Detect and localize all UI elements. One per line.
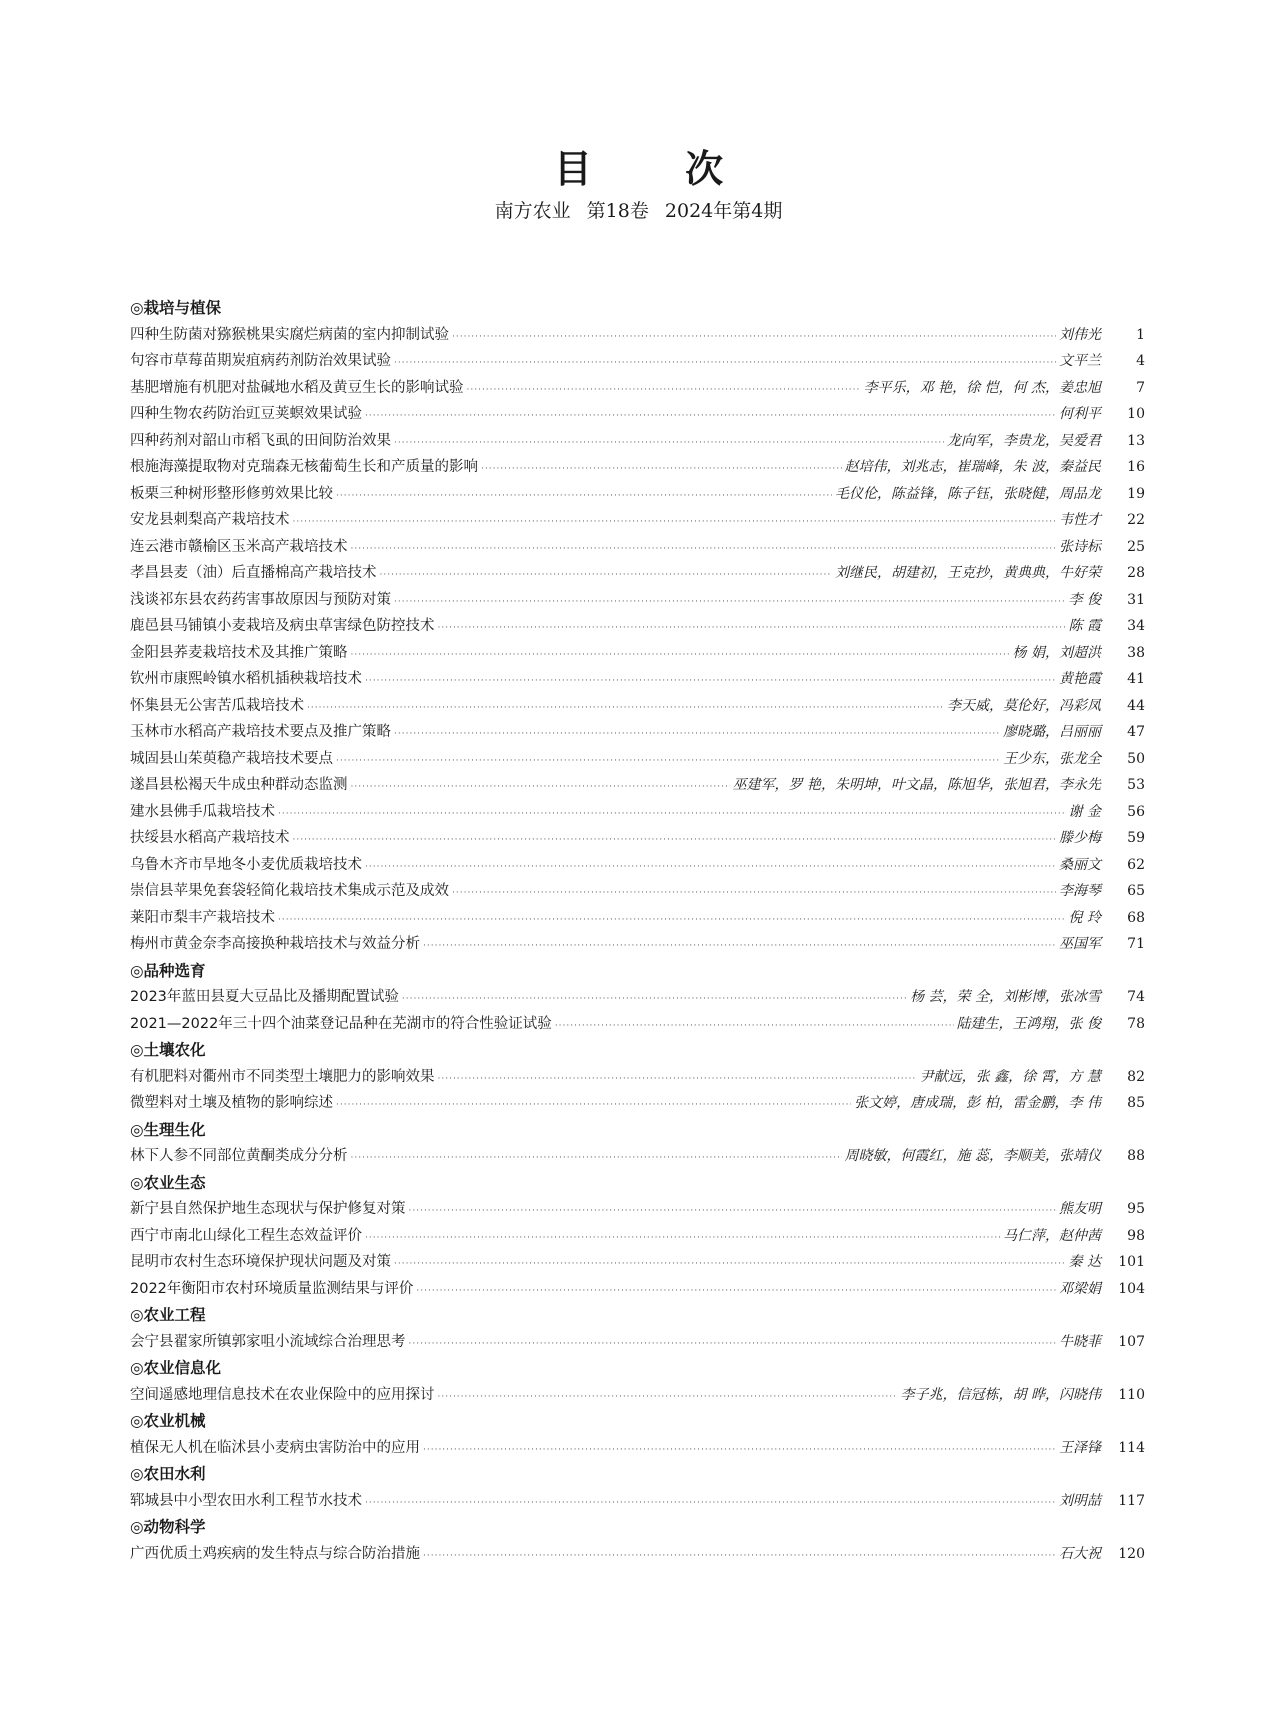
dot-leader: [278, 907, 1066, 934]
article-title: 林下人参不同部位黄酮类成分分析: [130, 1148, 348, 1164]
article-title: 建水县佛手瓜栽培技术: [130, 803, 275, 820]
page-number: 114: [1118, 1439, 1145, 1456]
article-authors: 龙向军，李贵龙，吴爱君: [947, 432, 1101, 449]
dot-leader: [438, 1066, 917, 1093]
dot-leader: [365, 1225, 1000, 1252]
section-heading: ◎品种选育: [130, 961, 206, 980]
dot-leader: [293, 509, 1057, 536]
section-heading: ◎农业工程: [130, 1306, 206, 1324]
page-number: 68: [1127, 909, 1145, 926]
page-number: 16: [1127, 459, 1145, 475]
section-heading: ◎农业机械: [130, 1412, 206, 1430]
toc-entry[interactable]: [130, 1064, 1145, 1091]
toc-entry[interactable]: [130, 984, 1145, 1011]
article-authors: 李平乐，邓 艳，徐 恺，何 杰，姜忠旭: [863, 379, 1101, 396]
article-title: 基肥增施有机肥对盐碱地水稻及黄豆生长的影响试验: [130, 379, 464, 396]
article-title: 浅谈祁东县农药药害事故原因与预防对策: [130, 591, 391, 608]
article-authors: 赵培伟，刘兆志，崔瑞峰，朱 波，秦益民: [844, 459, 1101, 475]
dot-leader: [365, 668, 1056, 695]
article-authors: 韦性才: [1059, 512, 1101, 528]
article-authors: 廖晓璐，吕丽丽: [1003, 724, 1101, 740]
toc-entry[interactable]: [130, 1249, 1145, 1276]
article-authors: 熊友明: [1059, 1201, 1101, 1217]
toc-entry[interactable]: [130, 534, 1145, 561]
section-heading: ◎栽培与植保: [130, 299, 222, 317]
article-title: 广西优质土鸡疾病的发生特点与综合防治措施: [130, 1545, 420, 1562]
dot-leader: [380, 562, 833, 589]
article-authors: 黄艳霞: [1059, 671, 1101, 687]
article-authors: 刘继民，胡建初，王克抄，黄典典，牛好荣: [835, 565, 1101, 581]
article-title: 孝昌县麦（油）后直播棉高产栽培技术: [130, 565, 377, 581]
article-title: 新宁县自然保护地生态现状与保护修复对策: [130, 1201, 406, 1217]
page-number: 88: [1127, 1148, 1145, 1164]
page-number: 98: [1127, 1227, 1145, 1244]
toc-entry[interactable]: [130, 1435, 1145, 1462]
page-number: 110: [1118, 1386, 1145, 1403]
toc-entry[interactable]: [130, 719, 1145, 746]
section-heading: ◎农业生态: [130, 1173, 206, 1192]
page-number: 31: [1127, 591, 1145, 608]
page-number: 34: [1127, 618, 1145, 634]
article-title: 安龙县刺梨高产栽培技术: [130, 512, 290, 528]
article-title: 句容市草莓苗期炭疽病药剂防治效果试验: [130, 353, 391, 369]
dot-leader: [394, 589, 1066, 616]
article-authors: 秦 达: [1068, 1254, 1101, 1270]
article-authors: 李 俊: [1068, 591, 1101, 608]
article-title: 2022年衡阳市农村环境质量监测结果与评价: [130, 1280, 414, 1297]
article-authors: 张文婷，唐成瑞，彭 柏，雷金鹏，李 伟: [854, 1095, 1101, 1111]
article-authors: 巫建军，罗 艳，朱明坤，叶文晶，陈旭华，张旭君，李永先: [732, 777, 1101, 793]
dot-leader: [409, 1331, 1057, 1358]
page-title: 目 次: [553, 146, 764, 191]
article-authors: 倪 玲: [1068, 909, 1101, 926]
article-authors: 牛晓菲: [1059, 1333, 1101, 1350]
section-heading: ◎农业信息化: [130, 1359, 222, 1377]
dot-leader: [365, 854, 1056, 881]
toc-entry[interactable]: [130, 878, 1145, 905]
toc-entry[interactable]: [130, 1223, 1145, 1250]
page-number: 38: [1127, 644, 1145, 661]
article-title: 2023年蓝田县夏大豆品比及播期配置试验: [130, 989, 399, 1005]
article-title: 金阳县荞麦栽培技术及其推广策略: [130, 644, 348, 661]
toc-entry[interactable]: [130, 905, 1145, 932]
dot-leader: [402, 986, 907, 1013]
dot-leader: [351, 774, 730, 801]
article-authors: 刘伟光: [1059, 326, 1101, 343]
article-authors: 杨 芸，荣 全，刘彬博，张冰雪: [910, 989, 1101, 1005]
toc-entry[interactable]: [130, 799, 1145, 826]
article-title: 四种生物农药防治豇豆荚螟效果试验: [130, 406, 362, 422]
article-title: 有机肥料对衢州市不同类型土壤肥力的影响效果: [130, 1068, 435, 1085]
dot-leader: [452, 324, 1056, 351]
page-number: 85: [1127, 1095, 1145, 1111]
article-title: 玉林市水稻高产栽培技术要点及推广策略: [130, 724, 391, 740]
section-heading: ◎生理生化: [130, 1120, 206, 1139]
article-authors: 王泽锋: [1059, 1439, 1101, 1456]
toc-entry[interactable]: [130, 852, 1145, 879]
dot-leader: [438, 615, 1066, 642]
article-title: 西宁市南北山绿化工程生态效益评价: [130, 1227, 362, 1244]
dot-leader: [394, 721, 1000, 748]
page-number: 4: [1136, 353, 1145, 369]
dot-leader: [365, 403, 1056, 430]
article-authors: 李子兆，信冠栋，胡 晔，闪晓伟: [900, 1386, 1101, 1403]
dot-leader: [336, 748, 1000, 775]
toc-entry[interactable]: [130, 931, 1145, 958]
dot-leader: [555, 1013, 954, 1040]
dot-leader: [336, 483, 832, 510]
dot-leader: [394, 1251, 1066, 1278]
article-authors: 陈 霞: [1068, 618, 1101, 634]
page-number: 28: [1127, 565, 1145, 581]
article-title: 钦州市康熙岭镇水稻机插秧栽培技术: [130, 671, 362, 687]
toc-entry[interactable]: [130, 666, 1145, 693]
article-title: 板栗三种树形整形修剪效果比较: [130, 485, 333, 502]
article-authors: 李海琴: [1059, 883, 1101, 899]
page-number: 47: [1127, 724, 1145, 740]
toc-entry[interactable]: [130, 1276, 1145, 1303]
page-number: 1: [1136, 326, 1145, 343]
article-title: 会宁县翟家所镇郭家咀小流域综合治理思考: [130, 1333, 406, 1350]
page-number: 82: [1127, 1068, 1145, 1085]
article-title: 怀集县无公害苦瓜栽培技术: [130, 697, 304, 714]
article-authors: 巫国军: [1059, 936, 1101, 952]
article-authors: 何利平: [1059, 406, 1101, 422]
page-number: 10: [1127, 406, 1145, 422]
page-number: 56: [1127, 803, 1145, 820]
article-title: 连云港市赣榆区玉米高产栽培技术: [130, 538, 348, 555]
article-title: 郓城县中小型农田水利工程节水技术: [130, 1492, 362, 1509]
toc-entry[interactable]: [130, 481, 1145, 508]
article-title: 城固县山茱萸稳产栽培技术要点: [130, 750, 333, 767]
dot-leader: [438, 1384, 898, 1411]
article-authors: 刘明喆: [1059, 1492, 1101, 1509]
toc-entry[interactable]: [130, 1488, 1145, 1515]
page-number: 117: [1118, 1492, 1145, 1509]
article-authors: 文平兰: [1059, 353, 1101, 369]
toc-entry[interactable]: [130, 507, 1145, 534]
article-authors: 周晓敏，何霞红，施 蕊，李顺美，张靖仪: [844, 1148, 1101, 1164]
toc-entry[interactable]: [130, 613, 1145, 640]
section-heading: ◎动物科学: [130, 1518, 206, 1536]
page-number: 7: [1136, 379, 1145, 396]
toc-entry[interactable]: [130, 322, 1145, 349]
dot-leader: [351, 642, 1010, 669]
page-number: 13: [1127, 432, 1145, 449]
article-title: 四种生防菌对猕猴桃果实腐烂病菌的室内抑制试验: [130, 326, 449, 343]
page-number: 104: [1118, 1280, 1145, 1297]
page-number: 74: [1127, 989, 1145, 1005]
article-title: 四种药剂对韶山市稻飞虱的田间防治效果: [130, 432, 391, 449]
article-title: 鹿邑县马铺镇小麦栽培及病虫草害绿色防控技术: [130, 618, 435, 634]
article-title: 空间遥感地理信息技术在农业保险中的应用探讨: [130, 1386, 435, 1403]
page-number: 19: [1127, 485, 1145, 502]
dot-leader: [365, 1490, 1056, 1517]
dot-leader: [293, 827, 1057, 854]
dot-leader: [307, 695, 944, 722]
page-number: 120: [1118, 1545, 1145, 1562]
page-number: 71: [1127, 936, 1145, 952]
article-authors: 王少东，张龙全: [1003, 750, 1101, 767]
toc-entry[interactable]: [130, 348, 1145, 375]
dot-leader: [351, 1145, 842, 1172]
dot-leader: [481, 456, 842, 483]
article-title: 乌鲁木齐市旱地冬小麦优质栽培技术: [130, 856, 362, 873]
article-title: 根施海藻提取物对克瑞森无核葡萄生长和产质量的影响: [130, 459, 478, 475]
dot-leader: [452, 880, 1056, 907]
toc-entry[interactable]: [130, 640, 1145, 667]
page-number: 25: [1127, 538, 1145, 555]
page-number: 41: [1127, 671, 1145, 687]
article-authors: 张诗标: [1059, 538, 1101, 555]
section-heading: ◎土壤农化: [130, 1041, 206, 1059]
toc-entry[interactable]: [130, 587, 1145, 614]
article-authors: 尹献远，张 鑫，徐 霄，方 慧: [919, 1068, 1101, 1085]
page-number: 101: [1118, 1254, 1145, 1270]
article-title: 莱阳市梨丰产栽培技术: [130, 909, 275, 926]
dot-leader: [423, 1543, 1056, 1570]
dot-leader: [409, 1198, 1057, 1225]
article-title: 2021—2022年三十四个油菜登记品种在芜湖市的符合性验证试验: [130, 1015, 552, 1032]
toc-entry[interactable]: [130, 746, 1145, 773]
toc-entry[interactable]: [130, 1143, 1145, 1170]
table-of-contents: [130, 295, 1145, 1567]
article-authors: 邓梁娟: [1059, 1280, 1101, 1297]
dot-leader: [394, 350, 1056, 377]
toc-entry[interactable]: [130, 1382, 1145, 1409]
page-number: 65: [1127, 883, 1145, 899]
page-number: 53: [1127, 777, 1145, 793]
article-title: 遂昌县松褐天牛成虫种群动态监测: [130, 777, 348, 793]
toc-entry[interactable]: [130, 428, 1145, 455]
toc-entry[interactable]: [130, 772, 1145, 799]
toc-entry[interactable]: [130, 560, 1145, 587]
page-number: 44: [1127, 697, 1145, 714]
dot-leader: [336, 1092, 851, 1119]
toc-entry[interactable]: [130, 1329, 1145, 1356]
dot-leader: [394, 430, 944, 457]
article-authors: 陆建生，王鸿翔，张 俊: [956, 1015, 1101, 1032]
page-number: 50: [1127, 750, 1145, 767]
article-title: 崇信县苹果免套袋轻简化栽培技术集成示范及成效: [130, 883, 449, 899]
page-number: 95: [1127, 1201, 1145, 1217]
article-title: 植保无人机在临沭县小麦病虫害防治中的应用: [130, 1439, 420, 1456]
dot-leader: [423, 1437, 1056, 1464]
toc-entry[interactable]: [130, 454, 1145, 481]
journal-issue-subtitle: 南方农业 第18卷 2024年第4期: [494, 200, 783, 222]
dot-leader: [467, 377, 861, 404]
toc-entry[interactable]: [130, 1011, 1145, 1038]
toc-entry[interactable]: [130, 693, 1145, 720]
page-number: 59: [1127, 830, 1145, 846]
article-title: 梅州市黄金奈李高接换种栽培技术与效益分析: [130, 936, 420, 952]
dot-leader: [351, 536, 1057, 563]
article-authors: 杨 娟，刘超洪: [1012, 644, 1101, 661]
article-authors: 马仁萍，赵仲茜: [1003, 1227, 1101, 1244]
article-authors: 毛仪伦，陈益锋，陈子钰，张晓健，周品龙: [835, 485, 1101, 502]
article-authors: 李天威，莫伦好，冯彩凤: [947, 697, 1101, 714]
article-title: 扶绥县水稻高产栽培技术: [130, 830, 290, 846]
article-authors: 滕少梅: [1059, 830, 1101, 846]
page-number: 62: [1127, 856, 1145, 873]
page-number: 78: [1127, 1015, 1145, 1032]
toc-entry[interactable]: [130, 375, 1145, 402]
dot-leader: [423, 933, 1056, 960]
article-title: 昆明市农村生态环境保护现状问题及对策: [130, 1254, 391, 1270]
toc-entry[interactable]: [130, 825, 1145, 852]
page-number: 107: [1118, 1333, 1145, 1350]
article-title: 微塑料对土壤及植物的影响综述: [130, 1095, 333, 1111]
article-authors: 石大祝: [1059, 1545, 1101, 1562]
toc-entry[interactable]: [130, 1090, 1145, 1117]
article-authors: 谢 金: [1068, 803, 1101, 820]
toc-entry[interactable]: [130, 1541, 1145, 1568]
page-number: 22: [1127, 512, 1145, 528]
article-authors: 桑丽文: [1059, 856, 1101, 873]
toc-entry[interactable]: [130, 1196, 1145, 1223]
section-heading: ◎农田水利: [130, 1465, 206, 1483]
toc-entry[interactable]: [130, 401, 1145, 428]
dot-leader: [278, 801, 1066, 828]
dot-leader: [416, 1278, 1056, 1305]
